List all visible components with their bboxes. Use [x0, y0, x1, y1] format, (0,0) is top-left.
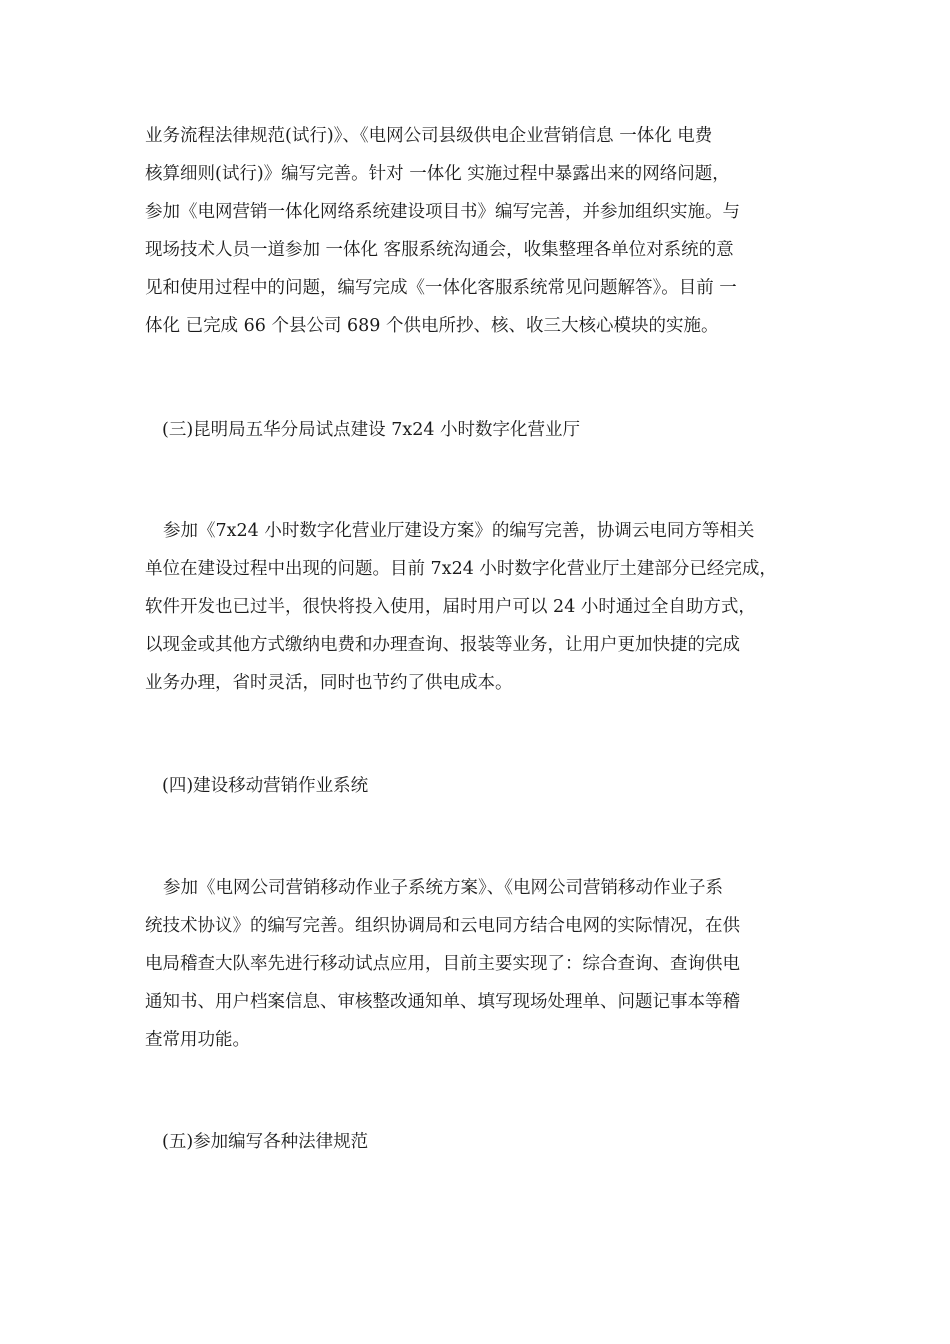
paragraph-line: 核算细则(试行)》编写完善。针对 一体化 实施过程中暴露出来的网络问题，	[145, 164, 730, 184]
paragraph-line: 单位在建设过程中出现的问题。目前 7x24 小时数字化营业厅土建部分已经完成，	[145, 559, 777, 579]
paragraph-line: 见和使用过程中的问题，编写完成《一体化客服系统常见问题解答》。目前 一	[145, 278, 737, 298]
paragraph-line: 参加《电网公司营销移动作业子系统方案》、《电网公司营销移动作业子系	[163, 878, 723, 898]
section-heading-4: (四)建设移动营销作业系统	[162, 776, 369, 796]
paragraph-line: 业务办理，省时灵活，同时也节约了供电成本。	[145, 673, 513, 693]
paragraph-line: 软件开发也已过半，很快将投入使用，届时用户可以 24 小时通过全自助方式，	[145, 597, 756, 617]
section-heading-5: (五)参加编写各种法律规范	[162, 1132, 369, 1152]
paragraph-line: 通知书、用户档案信息、审核整改通知单、填写现场处理单、问题记事本等稽	[145, 992, 740, 1012]
paragraph-line: 参加《电网营销一体化网络系统建设项目书》编写完善，并参加组织实施。与	[145, 202, 740, 222]
section-heading-3: (三)昆明局五华分局试点建设 7x24 小时数字化营业厅	[162, 420, 581, 440]
paragraph-line: 查常用功能。	[145, 1030, 250, 1050]
paragraph-line: 参加《7x24 小时数字化营业厅建设方案》的编写完善，协调云电同方等相关	[163, 521, 755, 541]
paragraph-line: 业务流程法律规范(试行)》、《电网公司县级供电企业营销信息 一体化 电费	[145, 126, 713, 146]
paragraph-line: 统技术协议》的编写完善。组织协调局和云电同方结合电网的实际情况，在供	[145, 916, 740, 936]
paragraph-line: 体化 已完成 66 个县公司 689 个供电所抄、核、收三大核心模块的实施。	[145, 316, 719, 336]
paragraph-line: 电局稽查大队率先进行移动试点应用，目前主要实现了：综合查询、查询供电	[145, 954, 740, 974]
paragraph-line: 现场技术人员一道参加 一体化 客服系统沟通会，收集整理各单位对系统的意	[145, 240, 734, 260]
paragraph-line: 以现金或其他方式缴纳电费和办理查询、报装等业务，让用户更加快捷的完成	[145, 635, 740, 655]
